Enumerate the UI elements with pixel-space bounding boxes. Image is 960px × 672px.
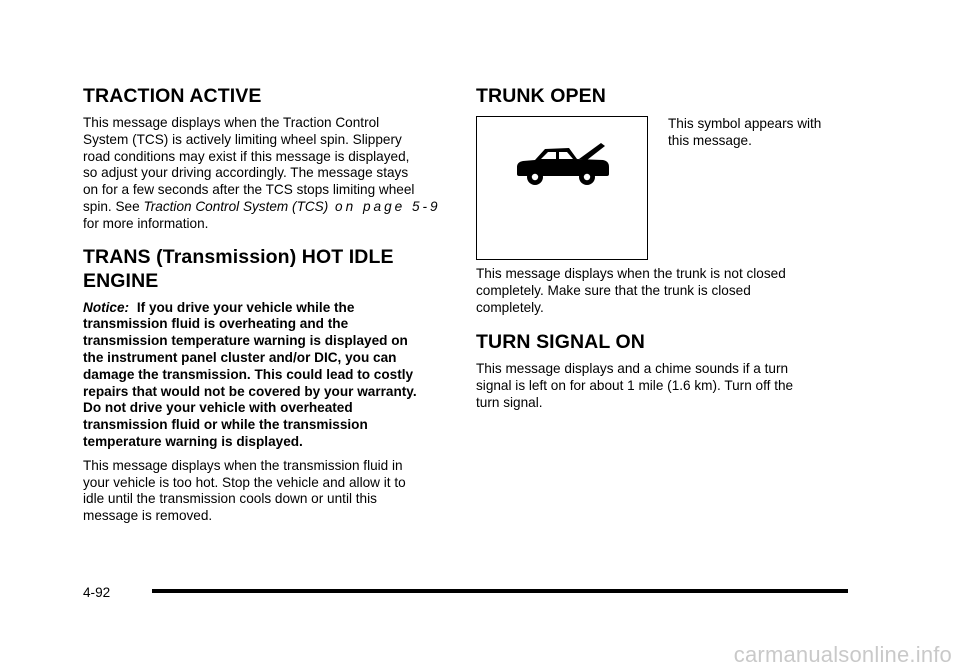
right-column [476,84,856,412]
tcs-cross-reference-link[interactable]: Traction Control System (TCS) on page 5-9 [143,198,441,214]
trunk-symbol-figure [476,116,856,264]
trunk-open-body: This message displays when the trunk is not closed completely. Make sure that the trunk is closed completely. [476,266,786,315]
turn-signal-body: This message displays and a chime sounds if a turn signal is left on for about 1 mile (1.6 km). Turn off the turn signal. [476,361,794,410]
transmission-notice: Notice: If you drive your vehicle while the transmission fluid is overheating and the transmission temperature warning is displayed on the instrument panel cluster and/or DIC, you can damage the transmission. This could lead to costly repairs that would not be covered by your warranty. Do not drive your vehicle with overheated transmission fluid or while the transmission temperature warning is displayed. [83,299,417,449]
watermark: carmanualsonline.info [733,642,952,667]
turn-signal-heading: TURN SIGNAL ON [476,331,645,354]
trunk-symbol-box [476,116,648,260]
page-number: 4-92 [83,585,111,600]
footer-divider [152,589,848,593]
traction-active-heading: TRACTION ACTIVE [83,85,262,107]
trans-hot-idle-body: This message displays when the transmission fluid in your vehicle is too hot. Stop the vehicle and allow it to idle until the transmission cools down or until this message is removed. [83,457,406,524]
trans-hot-idle-heading: TRANS (Transmission) HOT IDLE ENGINE [83,245,394,292]
traction-active-body: This message displays when the Traction Control System (TCS) is actively limiting wheel spin. Slippery road conditions may exist if this message is displayed, so adjust your driving accordingly. The message stays on for a few seconds after the TCS stops limiting wheel spin. See Traction Control System (TCS) on page 5-9 for more information. [83,115,441,231]
left-column [83,84,451,525]
trunk-open-heading: TRUNK OPEN [476,85,606,107]
trunk-open-icon [515,141,611,189]
trunk-symbol-caption: This symbol appears with this message. [668,116,822,148]
notice-label: Notice: [83,299,130,315]
